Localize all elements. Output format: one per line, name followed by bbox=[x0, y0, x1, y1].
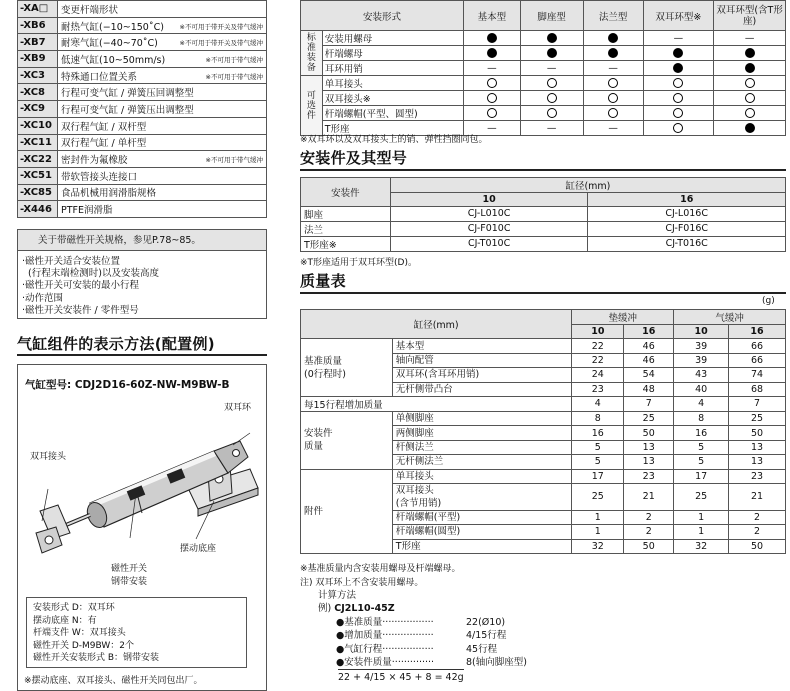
table-cell: 23 bbox=[572, 382, 624, 396]
row-label: 轴向配管 bbox=[392, 353, 572, 367]
table-cell: 2 bbox=[729, 510, 786, 524]
column-header: 气缓冲 bbox=[674, 310, 786, 325]
open-circle-icon bbox=[673, 93, 683, 103]
column-header: 10 bbox=[674, 325, 729, 339]
table-cell: 1 bbox=[674, 525, 729, 539]
table-cell bbox=[583, 91, 643, 106]
table-cell: 5 bbox=[572, 440, 624, 454]
config-section-title: 气缸组件的表示方法(配置例) bbox=[17, 335, 215, 353]
table-cell: 66 bbox=[729, 353, 786, 367]
table-cell: CJ-F016C bbox=[588, 221, 786, 236]
table-row bbox=[301, 46, 786, 61]
row-label: 两侧脚座 bbox=[392, 426, 572, 440]
calc-key: ●基准质量················· bbox=[336, 616, 434, 628]
table-cell: 17 bbox=[572, 469, 624, 483]
row-group-label: 可选件 bbox=[301, 76, 323, 136]
row-label: 杆端螺母 bbox=[322, 46, 463, 61]
calc-key: ●气缸行程················· bbox=[336, 643, 434, 655]
column-header: 缸径(mm) bbox=[301, 310, 572, 339]
config-legend bbox=[26, 597, 247, 668]
table-cell: 13 bbox=[624, 440, 674, 454]
legend-item: 磁性开关安装形式 B：钢带安装 bbox=[33, 653, 160, 663]
table-cell: 24 bbox=[572, 368, 624, 382]
table-cell: 16 bbox=[674, 426, 729, 440]
column-header: 法兰型 bbox=[583, 1, 643, 31]
open-circle-icon bbox=[487, 108, 497, 118]
calculation-example bbox=[318, 589, 527, 685]
table-cell: 40 bbox=[674, 382, 729, 396]
column-header: 缸径(mm) bbox=[390, 178, 785, 193]
table-cell: 1 bbox=[674, 510, 729, 524]
parts-section-title: 安装件及其型号 bbox=[300, 149, 408, 167]
table-cell: 7 bbox=[624, 396, 674, 411]
table-cell: 46 bbox=[624, 339, 674, 353]
row-label: 单耳接头 bbox=[322, 76, 463, 91]
column-header: 安装形式 bbox=[301, 1, 464, 31]
table-cell: 39 bbox=[674, 339, 729, 353]
table-row bbox=[301, 61, 786, 76]
row-label: 单侧脚座 bbox=[392, 411, 572, 425]
list-item: (行程末端检测时)以及安装高度 bbox=[22, 268, 159, 280]
column-header: 双耳环型※ bbox=[643, 1, 714, 31]
table-cell: 2 bbox=[624, 525, 674, 539]
column-header: 16 bbox=[729, 325, 786, 339]
list-item: ·磁性开关适合安装位置 bbox=[22, 256, 121, 267]
option-code: -XC22 bbox=[18, 151, 58, 168]
option-code: -XB9 bbox=[18, 51, 58, 68]
row-label: T形座 bbox=[322, 121, 463, 136]
filled-circle-icon bbox=[608, 33, 618, 43]
dash-mark: — bbox=[608, 122, 618, 134]
calc-item bbox=[336, 616, 527, 629]
calc-item bbox=[336, 643, 527, 656]
table-cell: 32 bbox=[572, 539, 624, 553]
column-header: 16 bbox=[588, 193, 786, 207]
filled-circle-icon bbox=[608, 48, 618, 58]
row-label: T形座※ bbox=[301, 236, 391, 251]
table-cell: 21 bbox=[729, 483, 786, 510]
table-cell bbox=[583, 61, 643, 76]
option-code: -X446 bbox=[18, 201, 58, 218]
table-cell: 5 bbox=[572, 455, 624, 469]
section-divider bbox=[300, 292, 786, 294]
calc-item bbox=[336, 629, 527, 642]
dash-mark: — bbox=[673, 32, 684, 44]
table-header-row bbox=[301, 310, 786, 325]
table-row bbox=[301, 91, 786, 106]
row-label: 双耳环(含耳环用销) bbox=[392, 368, 572, 382]
table-cell bbox=[464, 61, 521, 76]
open-circle-icon bbox=[547, 108, 557, 118]
table-row bbox=[18, 67, 267, 84]
mass-table bbox=[300, 309, 786, 554]
table-cell: 46 bbox=[624, 353, 674, 367]
column-header: 10 bbox=[572, 325, 624, 339]
table-cell: 48 bbox=[624, 382, 674, 396]
table-cell bbox=[714, 31, 786, 46]
table-row bbox=[18, 17, 267, 34]
table-cell: 43 bbox=[674, 368, 729, 382]
table-cell: 25 bbox=[572, 483, 624, 510]
table-cell: 50 bbox=[729, 426, 786, 440]
dash-mark: — bbox=[608, 62, 618, 74]
table-cell: 13 bbox=[624, 455, 674, 469]
table-row bbox=[18, 84, 267, 101]
table-cell: 22 bbox=[572, 339, 624, 353]
table-row bbox=[301, 411, 786, 425]
row-label: 单耳接头 bbox=[392, 469, 572, 483]
table-cell: 50 bbox=[624, 426, 674, 440]
calc-item bbox=[336, 656, 527, 669]
table-cell: 7 bbox=[729, 396, 786, 411]
table-cell: 50 bbox=[729, 539, 786, 553]
option-code: -XC9 bbox=[18, 101, 58, 118]
table-cell: 25 bbox=[624, 411, 674, 425]
open-circle-icon bbox=[547, 93, 557, 103]
label-double-knuckle: 双耳接头 bbox=[30, 452, 67, 462]
option-note: ※不可用于带气缓冲 bbox=[205, 55, 263, 64]
dash-mark: — bbox=[744, 32, 755, 44]
option-desc: 带软管接头连接口 bbox=[58, 167, 267, 184]
switch-info-box bbox=[17, 229, 267, 319]
option-desc: 食品机械用润滑脂规格 bbox=[58, 184, 267, 201]
table-cell: 4 bbox=[674, 396, 729, 411]
table-row bbox=[18, 51, 267, 68]
table-cell bbox=[643, 46, 714, 61]
table-cell: 74 bbox=[729, 368, 786, 382]
table-cell bbox=[643, 31, 714, 46]
table-cell bbox=[714, 121, 786, 136]
row-label: 基本型 bbox=[392, 339, 572, 353]
table-cell bbox=[714, 91, 786, 106]
table-cell: 5 bbox=[674, 455, 729, 469]
table-cell: 5 bbox=[674, 440, 729, 454]
table-cell: 54 bbox=[624, 368, 674, 382]
calc-value: 8(轴向脚座型) bbox=[466, 657, 527, 669]
table-row bbox=[18, 151, 267, 168]
option-code: -XC8 bbox=[18, 84, 58, 101]
row-label: 脚座 bbox=[301, 206, 391, 221]
open-circle-icon bbox=[487, 93, 497, 103]
option-note: ※不可用于带开关及带气缓冲 bbox=[179, 39, 263, 48]
table-cell bbox=[714, 61, 786, 76]
option-code: -XC3 bbox=[18, 67, 58, 84]
table-header-row bbox=[301, 178, 786, 193]
table-cell: 66 bbox=[729, 339, 786, 353]
table-cell bbox=[643, 121, 714, 136]
mass-section-title: 质量表 bbox=[300, 272, 346, 290]
switch-info-list bbox=[18, 251, 266, 317]
table-cell: CJ-L010C bbox=[390, 206, 588, 221]
table-row bbox=[301, 106, 786, 121]
table-row bbox=[18, 117, 267, 134]
option-desc: 密封件为氟橡胶 ※不可用于带气缓冲 bbox=[58, 151, 267, 168]
table-cell: CJ-T016C bbox=[588, 236, 786, 251]
row-label: 双耳接头 (含节用销) bbox=[392, 483, 572, 510]
option-code: -XA□ bbox=[18, 1, 58, 18]
option-code: -XC11 bbox=[18, 134, 58, 151]
option-note: ※不可用于带开关及带气缓冲 bbox=[179, 22, 263, 31]
option-note: ※不可用于带气缓冲 bbox=[205, 156, 263, 165]
mass-note: ※基准质量内含安装用螺母及杆端螺母。 bbox=[300, 564, 461, 574]
calc-value: 4/15行程 bbox=[466, 630, 507, 642]
double-knuckle-shape bbox=[36, 505, 70, 553]
table-cell bbox=[464, 106, 521, 121]
table-row bbox=[301, 469, 786, 483]
filled-circle-icon bbox=[745, 123, 755, 133]
open-circle-icon bbox=[487, 78, 497, 88]
table-row bbox=[18, 1, 267, 18]
table-cell: 4 bbox=[572, 396, 624, 411]
table-cell bbox=[464, 76, 521, 91]
table-cell bbox=[714, 76, 786, 91]
parts-table-note: ※T形座适用于双耳环型(D)。 bbox=[300, 258, 417, 268]
option-note: ※不可用于带气缓冲 bbox=[205, 72, 263, 81]
option-spec-table bbox=[17, 0, 267, 218]
table-cell bbox=[520, 46, 583, 61]
row-label: 法兰 bbox=[301, 221, 391, 236]
table-cell: 68 bbox=[729, 382, 786, 396]
table-cell: 13 bbox=[729, 440, 786, 454]
row-label: 杆端螺帽(平型) bbox=[392, 510, 572, 524]
option-desc: 行程可变气缸 / 弹簧压出调整型 bbox=[58, 101, 267, 118]
legend-item: 磁性开关 D-M9BW：2个 bbox=[33, 640, 135, 651]
open-circle-icon bbox=[673, 108, 683, 118]
mounting-type-table bbox=[300, 0, 786, 136]
dash-mark: — bbox=[546, 62, 557, 74]
calc-formula: 22 + 4/15 × 45 + 8 = 42g bbox=[338, 669, 464, 684]
calc-value: 45行程 bbox=[466, 643, 498, 655]
table-row bbox=[18, 201, 267, 218]
open-circle-icon bbox=[547, 78, 557, 88]
table-cell: 23 bbox=[729, 469, 786, 483]
calc-key: ●增加质量················· bbox=[336, 630, 434, 642]
column-header: 双耳环型(含T形座) bbox=[714, 1, 786, 31]
table-cell: 32 bbox=[674, 539, 729, 553]
config-footnote: ※摆动底座、双耳接头、磁性开关同包出厂。 bbox=[24, 676, 203, 686]
calc-value: 22(Ø10) bbox=[466, 616, 506, 628]
table-cell bbox=[520, 76, 583, 91]
table-cell: 1 bbox=[572, 510, 624, 524]
table-cell: 50 bbox=[624, 539, 674, 553]
table-row bbox=[18, 101, 267, 118]
table-cell: CJ-L016C bbox=[588, 206, 786, 221]
table-cell bbox=[520, 121, 583, 136]
option-code: -XC10 bbox=[18, 117, 58, 134]
section-divider bbox=[300, 169, 786, 171]
mount-table-note: ※双耳环以及双耳接头上的销、弹性挡圈同包。 bbox=[300, 135, 488, 145]
row-label: 双耳接头※ bbox=[322, 91, 463, 106]
table-cell bbox=[643, 91, 714, 106]
list-item: ·磁性开关可安装的最小行程 bbox=[22, 280, 140, 292]
table-cell: 17 bbox=[674, 469, 729, 483]
table-cell bbox=[583, 121, 643, 136]
option-code: -XB7 bbox=[18, 34, 58, 51]
row-label: 安装用螺母 bbox=[322, 31, 463, 46]
option-desc: 双行程气缸 / 双杆型 bbox=[58, 117, 267, 134]
table-cell bbox=[583, 46, 643, 61]
table-cell bbox=[643, 106, 714, 121]
table-cell: 39 bbox=[674, 353, 729, 367]
column-header: 10 bbox=[390, 193, 588, 207]
option-desc: 特殊通口位置关系 ※不可用于带气缓冲 bbox=[58, 67, 267, 84]
option-desc: 低速气缸(10~50mm/s) ※不可用于带气缓冲 bbox=[58, 51, 267, 68]
row-group-label: 基准质量 (0行程时) bbox=[301, 339, 393, 397]
column-header: 基本型 bbox=[464, 1, 521, 31]
list-item: ·动作范围 bbox=[22, 292, 64, 304]
table-row bbox=[18, 167, 267, 184]
table-cell bbox=[520, 61, 583, 76]
table-cell: 2 bbox=[729, 525, 786, 539]
dash-mark: — bbox=[546, 122, 557, 134]
filled-circle-icon bbox=[487, 33, 497, 43]
mass-note: 注) 双耳环上不含安装用螺母。 bbox=[300, 578, 424, 588]
section-divider bbox=[17, 354, 267, 356]
table-row bbox=[301, 236, 786, 251]
option-desc: 行程可变气缸 / 弹簧压回调整型 bbox=[58, 84, 267, 101]
table-cell: 8 bbox=[572, 411, 624, 425]
column-header: 垫缓冲 bbox=[572, 310, 674, 325]
row-label: 杆端螺帽(平型、圆型) bbox=[322, 106, 463, 121]
table-cell: 25 bbox=[674, 483, 729, 510]
table-cell: CJ-F010C bbox=[390, 221, 588, 236]
switch-info-header: 关于带磁性开关规格，参见P.78~85。 bbox=[18, 230, 266, 251]
column-header: 安装件 bbox=[301, 178, 391, 207]
table-row bbox=[18, 184, 267, 201]
option-code: -XB6 bbox=[18, 17, 58, 34]
table-cell: 13 bbox=[729, 455, 786, 469]
filled-circle-icon bbox=[673, 63, 683, 73]
table-cell: 25 bbox=[729, 411, 786, 425]
row-label: 每15行程增加质量 bbox=[301, 396, 572, 411]
row-group-label: 标准装备 bbox=[301, 31, 323, 76]
table-cell bbox=[643, 76, 714, 91]
filled-circle-icon bbox=[487, 48, 497, 58]
option-desc: 双行程气缸 / 单杆型 bbox=[58, 134, 267, 151]
table-cell bbox=[520, 91, 583, 106]
table-cell bbox=[464, 31, 521, 46]
calc-example: 例) CJ2L10-45Z bbox=[318, 603, 395, 615]
list-item: ·磁性开关安装件 / 零件型号 bbox=[22, 304, 139, 316]
label-steel-band: 钢带安装 bbox=[111, 577, 148, 587]
option-code: -XC85 bbox=[18, 184, 58, 201]
cylinder-model: 气缸型号: CDJ2D16-60Z-NW-M9BW-B bbox=[25, 379, 230, 391]
table-row bbox=[18, 34, 267, 51]
table-cell bbox=[464, 46, 521, 61]
table-row bbox=[301, 339, 786, 353]
filled-circle-icon bbox=[547, 33, 557, 43]
config-example-box bbox=[17, 364, 267, 691]
legend-item: 杆端支件 W：双耳接头 bbox=[33, 628, 126, 638]
table-cell: 2 bbox=[624, 510, 674, 524]
row-label: 无杆侧带凸台 bbox=[392, 382, 572, 396]
table-cell bbox=[583, 106, 643, 121]
option-desc: 耐热气缸(−10~150˚C) ※不可用于带开关及带气缓冲 bbox=[58, 17, 267, 34]
filled-circle-icon bbox=[745, 48, 755, 58]
row-group-label: 附件 bbox=[301, 469, 393, 554]
table-cell: 1 bbox=[572, 525, 624, 539]
open-circle-icon bbox=[608, 93, 618, 103]
row-label: 杆端螺帽(圆型) bbox=[392, 525, 572, 539]
filled-circle-icon bbox=[745, 63, 755, 73]
table-cell bbox=[583, 31, 643, 46]
table-row bbox=[301, 31, 786, 46]
filled-circle-icon bbox=[547, 48, 557, 58]
open-circle-icon bbox=[673, 123, 683, 133]
open-circle-icon bbox=[745, 93, 755, 103]
row-label: 杆侧法兰 bbox=[392, 440, 572, 454]
table-cell bbox=[714, 106, 786, 121]
option-desc: PTFE润滑脂 bbox=[58, 201, 267, 218]
option-desc: 变更杆端形状 bbox=[58, 1, 267, 18]
table-cell: 16 bbox=[572, 426, 624, 440]
label-switch: 磁性开关 bbox=[111, 564, 148, 574]
dash-mark: — bbox=[487, 62, 497, 74]
table-cell bbox=[520, 31, 583, 46]
dash-mark: — bbox=[487, 122, 497, 134]
table-cell bbox=[583, 76, 643, 91]
table-row bbox=[301, 206, 786, 221]
open-circle-icon bbox=[608, 108, 618, 118]
open-circle-icon bbox=[608, 78, 618, 88]
table-cell: CJ-T010C bbox=[390, 236, 588, 251]
mass-unit: (g) bbox=[762, 296, 775, 306]
table-cell: 8 bbox=[674, 411, 729, 425]
column-header: 脚座型 bbox=[520, 1, 583, 31]
row-label: 耳环用销 bbox=[322, 61, 463, 76]
calc-title: 计算方法 bbox=[318, 590, 357, 601]
open-circle-icon bbox=[745, 78, 755, 88]
row-label: 无杆侧法兰 bbox=[392, 455, 572, 469]
table-header-row bbox=[301, 1, 786, 31]
open-circle-icon bbox=[673, 78, 683, 88]
table-cell: 23 bbox=[624, 469, 674, 483]
table-cell bbox=[520, 106, 583, 121]
open-circle-icon bbox=[745, 108, 755, 118]
option-code: -XC51 bbox=[18, 167, 58, 184]
option-desc: 耐寒气缸(−40~70˚C) ※不可用于带开关及带气缓冲 bbox=[58, 34, 267, 51]
table-cell: 22 bbox=[572, 353, 624, 367]
label-pivot-bracket: 摆动底座 bbox=[180, 544, 217, 554]
calc-key: ●安装件质量·············· bbox=[336, 657, 435, 669]
table-row bbox=[301, 76, 786, 91]
legend-item: 摆动底座 N：有 bbox=[33, 615, 97, 626]
table-cell: 21 bbox=[624, 483, 674, 510]
row-group-label: 安装件 质量 bbox=[301, 411, 393, 469]
filled-circle-icon bbox=[673, 48, 683, 58]
table-cell bbox=[464, 91, 521, 106]
table-cell bbox=[643, 61, 714, 76]
column-header: 16 bbox=[624, 325, 674, 339]
table-row bbox=[301, 396, 786, 411]
legend-item: 安装形式 D：双耳环 bbox=[33, 603, 115, 613]
table-cell bbox=[714, 46, 786, 61]
row-label: T形座 bbox=[392, 539, 572, 553]
label-double-clevis: 双耳环 bbox=[224, 403, 252, 413]
table-row bbox=[301, 221, 786, 236]
table-row bbox=[18, 134, 267, 151]
mounting-parts-table bbox=[300, 177, 786, 252]
